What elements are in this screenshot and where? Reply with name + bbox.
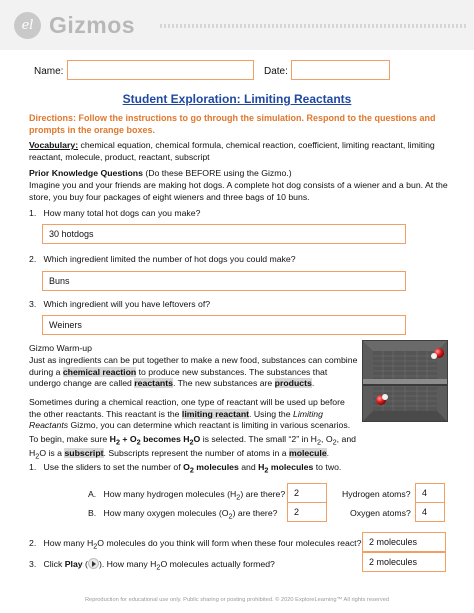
directions-text: Directions: Follow the instructions to go through the simulation. Respond to the questions and prompts in the orange boxes. <box>29 113 436 135</box>
date-label: Date: <box>264 66 288 77</box>
oxygen-atoms-field[interactable]: 4 <box>415 502 445 522</box>
gizmo-name-italic: Limiting Reactants <box>29 408 323 430</box>
p1-text-c: . The new substances are <box>172 378 275 388</box>
gizmo-simulation-image <box>362 340 448 422</box>
hydrogen-atoms-field[interactable]: 4 <box>415 483 445 503</box>
answer-2-field[interactable]: Buns <box>42 271 406 291</box>
p2-text-c: Gizmo, you can determine which reactant is limiting in various scenarios. <box>68 420 351 430</box>
hydrogen-molecules-field[interactable]: 2 <box>287 483 327 503</box>
term-chemical-reaction: chemical reaction <box>62 366 137 377</box>
term-reactants: reactants <box>134 378 173 388</box>
date-field[interactable] <box>291 60 390 80</box>
term-limiting-reactant: limiting reactant <box>181 408 250 419</box>
warmup-heading: Gizmo Warm-up <box>29 343 92 353</box>
warmup-paragraph-1 <box>29 355 359 390</box>
prior-heading-note: (Do these BEFORE using the Gizmo.) <box>142 168 292 178</box>
question-1-number: 1. <box>29 208 37 218</box>
p3-text-a: To begin, make sure <box>29 434 110 444</box>
prior-knowledge-heading <box>29 168 449 180</box>
answer-5-field[interactable]: 2 molecules <box>362 532 446 552</box>
question-3-number: 3. <box>29 299 37 309</box>
question-6: 3. Click Play ( ). How many $H_2O$ molecules actually formed? <box>29 559 275 572</box>
warmup-paragraph-2 <box>29 397 359 432</box>
p2-text-a: Sometimes during a chemical reaction, one type of reactant will be used up before the other reactants. This reactant is the <box>29 397 345 419</box>
question-1-text: How many total hot dogs can you make? <box>43 208 201 218</box>
question-4: 1. Use the sliders to set the number of $O_2$ molecules and $H_2$ molecules to two. <box>29 462 342 475</box>
term-subscript: subscript <box>64 448 104 459</box>
p1-text-d: . <box>311 378 315 388</box>
vocabulary-list: chemical equation, chemical formula, chemical reaction, coefficient, limiting reactant, limiting reactant, molecule, product, reactant, subscript <box>29 140 435 162</box>
p3-text-b: is selected. The small “2” in H <box>200 434 317 444</box>
question-5: 2. How many $H_2O$ molecules do you think will form when these four molecules react? <box>29 538 362 551</box>
name-label: Name: <box>34 66 64 77</box>
answer-1-field[interactable]: 30 hotdogs <box>42 224 406 244</box>
term-molecule: molecule <box>288 448 327 459</box>
name-field[interactable] <box>67 60 254 80</box>
answer-3-field[interactable]: Weiners <box>42 315 406 335</box>
question-3 <box>29 299 210 309</box>
gizmos-logo-text: Gizmos <box>49 12 136 38</box>
oxygen-atoms-label: Oxygen atoms? <box>350 508 411 518</box>
warmup-paragraph-3: To begin, make sure $H_2 + O_2$ becomes $H_2O$ is selected. The small “2” in $H_2$, $O_2$, and $H_2O$ is a subscript. Subscripts represent the number of atoms in a molecule. <box>29 434 356 461</box>
play-icon <box>88 558 99 569</box>
reaction-chamber-icon <box>363 341 447 421</box>
prior-heading-text: Prior Knowledge Questions <box>29 168 143 178</box>
vocabulary-block <box>29 140 449 163</box>
p1-text-a: Just as ingredients can be put together to make a new food, substances can combine during a <box>29 355 358 377</box>
vocabulary-label: Vocabulary: <box>29 140 79 150</box>
equation-label: $H_2 + O_2$ becomes $H_2O$ <box>109 434 201 447</box>
header-stripe <box>160 24 466 28</box>
el-logo-icon: el <box>14 12 41 39</box>
page-title: Student Exploration: Limiting Reactants <box>122 92 352 106</box>
p1-text-b: to produce new substances. The substances that undergo change are called <box>29 366 328 388</box>
answer-6-field[interactable]: 2 molecules <box>362 552 446 572</box>
subquestion-b: B. How many oxygen molecules $(O_2)$ are there? <box>88 508 278 521</box>
question-2-text: Which ingredient limited the number of hot dogs you could make? <box>43 254 296 264</box>
p2-text-b: . Using the <box>249 408 293 419</box>
hydrogen-atoms-label: Hydrogen atoms? <box>342 489 411 499</box>
question-1 <box>29 208 200 218</box>
gizmos-header <box>0 0 474 50</box>
term-products: products <box>274 378 312 388</box>
question-2-number: 2. <box>29 254 37 264</box>
oxygen-molecules-field[interactable]: 2 <box>287 502 327 522</box>
footer-copyright: Reproduction for educational use only. Public sharing or posting prohibited. © 2020 ExploreLearning™ All rights reserved <box>84 597 390 603</box>
question-2 <box>29 254 296 264</box>
question-3-text: Which ingredient will you have leftovers of? <box>43 299 211 309</box>
subquestion-a: A. How many hydrogen molecules $(H_2)$ are there? <box>88 489 286 502</box>
prior-intro: Imagine you and your friends are making hot dogs. A complete hot dog consists of a wiener and a bun. At the store, you buy four packages of eight wieners and three bags of 10 buns. <box>29 180 448 202</box>
